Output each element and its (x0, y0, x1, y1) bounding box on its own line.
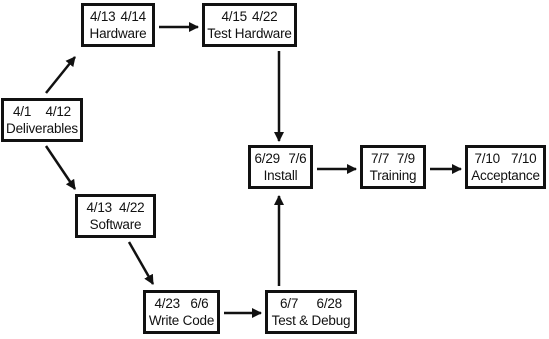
node-acceptance-label: Acceptance (471, 168, 540, 183)
node-install (248, 145, 313, 189)
node-hardware-label: Hardware (89, 26, 147, 41)
node-install-end: 7/6 (288, 151, 307, 166)
node-test-hardware (202, 3, 297, 47)
node-test-debug-end: 6/28 (316, 296, 342, 311)
node-test-hardware-start: 4/15 (221, 9, 247, 24)
edge-deliverables-to-hardware (46, 57, 75, 93)
node-training-label: Training (369, 168, 417, 183)
node-deliverables-dates (13, 103, 71, 120)
node-install-label: Install (263, 168, 298, 183)
node-software-label: Software (89, 217, 142, 232)
node-install-dates (255, 150, 307, 167)
node-write-code (143, 290, 220, 334)
node-write-code-label: Write Code (148, 313, 215, 328)
node-test-debug-label: Test & Debug (271, 313, 351, 328)
node-training-dates (371, 150, 415, 167)
node-acceptance-start: 7/10 (474, 151, 500, 166)
node-acceptance-end: 7/10 (511, 151, 537, 166)
edge-software-to-write-code (129, 242, 153, 284)
node-deliverables-end: 4/12 (45, 104, 71, 119)
node-test-debug (265, 290, 357, 334)
node-training (360, 145, 426, 189)
node-hardware (81, 3, 155, 47)
node-write-code-start: 4/23 (154, 296, 180, 311)
edge-deliverables-to-software (46, 146, 75, 189)
node-acceptance-dates (475, 150, 537, 167)
node-software-start: 4/13 (86, 200, 112, 215)
node-deliverables (1, 98, 83, 142)
node-test-hardware-dates (222, 8, 278, 25)
node-hardware-end: 4/14 (120, 9, 146, 24)
node-deliverables-label: Deliverables (6, 121, 78, 136)
node-software-end: 4/22 (119, 200, 145, 215)
node-test-debug-dates (280, 295, 342, 312)
node-test-hardware-label: Test Hardware (207, 26, 292, 41)
node-training-end: 7/9 (396, 151, 415, 166)
node-write-code-end: 6/6 (190, 296, 209, 311)
node-training-start: 7/7 (371, 151, 390, 166)
node-deliverables-start: 4/1 (13, 104, 32, 119)
node-acceptance (465, 145, 546, 189)
node-hardware-dates (90, 8, 146, 25)
node-hardware-start: 4/13 (90, 9, 116, 24)
node-install-start: 6/29 (254, 151, 280, 166)
node-software-dates (87, 199, 145, 216)
node-write-code-dates (155, 295, 209, 312)
node-test-debug-start: 6/7 (280, 296, 299, 311)
node-test-hardware-end: 4/22 (252, 9, 278, 24)
node-software (75, 194, 156, 238)
